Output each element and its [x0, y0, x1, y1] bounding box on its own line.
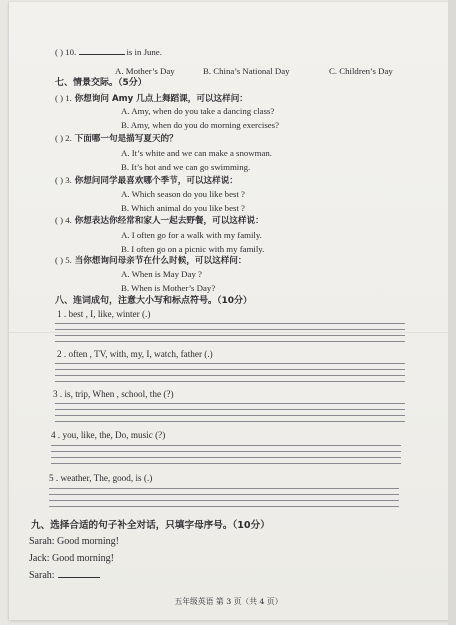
- s7-q3-option-b: B. Which animal do you like best ?: [121, 203, 245, 213]
- s8-writing-lines-5[interactable]: [49, 488, 399, 512]
- s8-item-1: 1 . best , I, like, winter (.): [57, 309, 151, 319]
- s8-item-2: 2 . often , TV, with, my, I, watch, father (.): [57, 349, 213, 359]
- s8-item-5: 5 . weather, The, good, is (.): [49, 473, 153, 483]
- section7-title: 七、情景交际。（5分）: [55, 78, 147, 88]
- s7-q4-number: ( ) 4.: [55, 215, 72, 225]
- s7-q1-prompt: 你想询问 Amy 几点上舞蹈课，可以这样问：: [74, 94, 248, 104]
- s7-q5-option-b: B. When is Mother’s Day?: [121, 283, 216, 293]
- dialog-line-2: Jack: Good morning!: [29, 553, 114, 564]
- s8-writing-lines-2[interactable]: [55, 363, 405, 387]
- dialog-speaker: Sarah:: [29, 570, 55, 581]
- exam-page: [8, 2, 448, 620]
- q10-option-a: A. Mother’s Day: [115, 66, 175, 76]
- s7-q2: [55, 133, 178, 145]
- section9-title: 九、选择合适的句子补全对话，只填字母序号。（10分）: [31, 520, 270, 531]
- s7-q3-prompt: 你想问同学最喜欢哪个季节，可以这样说：: [74, 176, 238, 186]
- s8-item-4: 4 . you, like, the, Do, music (?): [51, 430, 166, 440]
- s7-q3: [55, 175, 238, 187]
- s7-q5-prompt: 当你想询问母亲节在什么时候，可以这样问：: [74, 256, 247, 266]
- s8-writing-lines-1[interactable]: [55, 323, 405, 347]
- s7-q5-number: ( ) 5.: [55, 255, 72, 265]
- s7-q3-number: ( ) 3.: [55, 175, 72, 185]
- s7-q5: [55, 255, 246, 267]
- section8-title: 八、连词成句，注意大小写和标点符号。（10分）: [55, 296, 253, 306]
- s8-writing-lines-4[interactable]: [51, 445, 401, 469]
- dialog-line-1: Sarah: Good morning!: [29, 536, 119, 547]
- s8-writing-lines-3[interactable]: [55, 403, 405, 427]
- s7-q1-option-b: B. Amy, when do you do morning exercises?: [121, 120, 279, 130]
- s7-q2-option-a: A. It’s white and we can make a snowman.: [121, 148, 272, 158]
- q10-blank[interactable]: [79, 47, 125, 55]
- s7-q4-option-b: B. I often go on a picnic with my family.: [121, 244, 265, 254]
- s7-q4-option-a: A. I often go for a walk with my family.: [121, 230, 262, 240]
- s7-q4: [55, 215, 264, 227]
- background-edge: [448, 0, 456, 625]
- s7-q3-option-a: A. Which season do you like best ?: [121, 189, 245, 199]
- s7-q1-option-a: A. Amy, when do you take a dancing class?: [121, 106, 275, 116]
- s8-item-3: 3 . is, trip, When , school, the (?): [53, 389, 174, 399]
- dialog-line-3: [29, 570, 101, 581]
- page-footer: 五年级英语 第 3 页（共 4 页）: [174, 597, 283, 606]
- s7-q1: [55, 93, 248, 105]
- s7-q4-prompt: 你想表达你经常和家人一起去野餐，可以这样说：: [74, 216, 264, 226]
- s7-q5-option-a: A. When is May Day ?: [121, 269, 202, 279]
- q10-option-b: B. China’s National Day: [203, 66, 290, 76]
- s7-q2-number: ( ) 2.: [55, 133, 72, 143]
- q10-number: ( ) 10.: [55, 47, 77, 57]
- dialog-answer-blank[interactable]: [58, 570, 100, 578]
- q10-line: [55, 47, 162, 58]
- q10-text: is in June.: [126, 47, 162, 57]
- q10-option-c: C. Children’s Day: [329, 66, 393, 76]
- s7-q2-option-b: B. It’s hot and we can go swimming.: [121, 162, 251, 172]
- s7-q1-number: ( ) 1.: [55, 93, 72, 103]
- s7-q2-prompt: 下面哪一句是描写夏天的？: [74, 134, 178, 144]
